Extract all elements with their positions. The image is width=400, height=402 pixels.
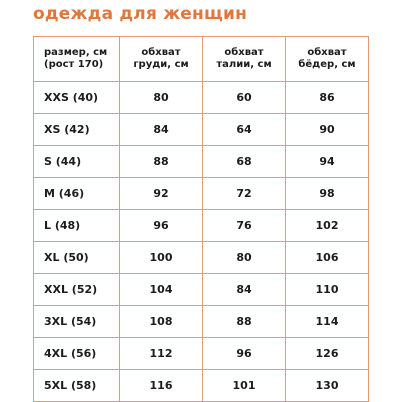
cell-size: S (44) [34, 146, 120, 178]
cell-size: XS (42) [34, 114, 120, 146]
cell-hips: 114 [286, 306, 369, 338]
cell-hips: 130 [286, 370, 369, 402]
cell-size: M (46) [34, 178, 120, 210]
header-chest [120, 37, 203, 82]
cell-size: XL (50) [34, 242, 120, 274]
header-size [34, 37, 120, 82]
cell-chest: 80 [120, 82, 203, 114]
cell-chest: 92 [120, 178, 203, 210]
header-size-line-1: размер, см [44, 47, 108, 58]
table-row [34, 338, 369, 370]
cell-size: 3XL (54) [34, 306, 120, 338]
cell-size: XXS (40) [34, 82, 120, 114]
page-title: одежда для женщин [33, 4, 248, 24]
header-chest-line-2: груди, см [133, 59, 189, 70]
cell-hips: 94 [286, 146, 369, 178]
header-hips-line-1: обхват [307, 47, 347, 58]
cell-chest: 108 [120, 306, 203, 338]
cell-waist: 84 [203, 274, 286, 306]
cell-hips: 90 [286, 114, 369, 146]
cell-chest: 100 [120, 242, 203, 274]
cell-chest: 116 [120, 370, 203, 402]
header-row [34, 37, 369, 82]
table-row [34, 178, 369, 210]
table-row [34, 146, 369, 178]
header-hips-line-2: бёдер, см [298, 59, 356, 70]
cell-waist: 96 [203, 338, 286, 370]
cell-chest: 112 [120, 338, 203, 370]
cell-waist: 88 [203, 306, 286, 338]
cell-chest: 96 [120, 210, 203, 242]
header-waist-line-2: талии, см [216, 59, 272, 70]
header-waist [203, 37, 286, 82]
cell-waist: 101 [203, 370, 286, 402]
size-table [33, 36, 369, 402]
cell-waist: 60 [203, 82, 286, 114]
cell-hips: 106 [286, 242, 369, 274]
table-row [34, 370, 369, 402]
header-size-line-2: (рост 170) [44, 59, 104, 70]
table-row [34, 274, 369, 306]
cell-chest: 88 [120, 146, 203, 178]
cell-hips: 102 [286, 210, 369, 242]
cell-waist: 72 [203, 178, 286, 210]
cell-hips: 86 [286, 82, 369, 114]
table-header [34, 37, 369, 82]
header-waist-line-1: обхват [224, 47, 264, 58]
cell-waist: 80 [203, 242, 286, 274]
cell-waist: 68 [203, 146, 286, 178]
cell-hips: 98 [286, 178, 369, 210]
cell-chest: 104 [120, 274, 203, 306]
cell-size: 5XL (58) [34, 370, 120, 402]
cell-size: L (48) [34, 210, 120, 242]
cell-size: XXL (52) [34, 274, 120, 306]
table-row [34, 210, 369, 242]
cell-size: 4XL (56) [34, 338, 120, 370]
cell-chest: 84 [120, 114, 203, 146]
table-row [34, 82, 369, 114]
table-row [34, 306, 369, 338]
cell-hips: 126 [286, 338, 369, 370]
header-hips [286, 37, 369, 82]
cell-waist: 76 [203, 210, 286, 242]
cell-waist: 64 [203, 114, 286, 146]
table-body [34, 82, 369, 402]
cell-hips: 110 [286, 274, 369, 306]
table-row [34, 242, 369, 274]
header-chest-line-1: обхват [141, 47, 181, 58]
table-row [34, 114, 369, 146]
